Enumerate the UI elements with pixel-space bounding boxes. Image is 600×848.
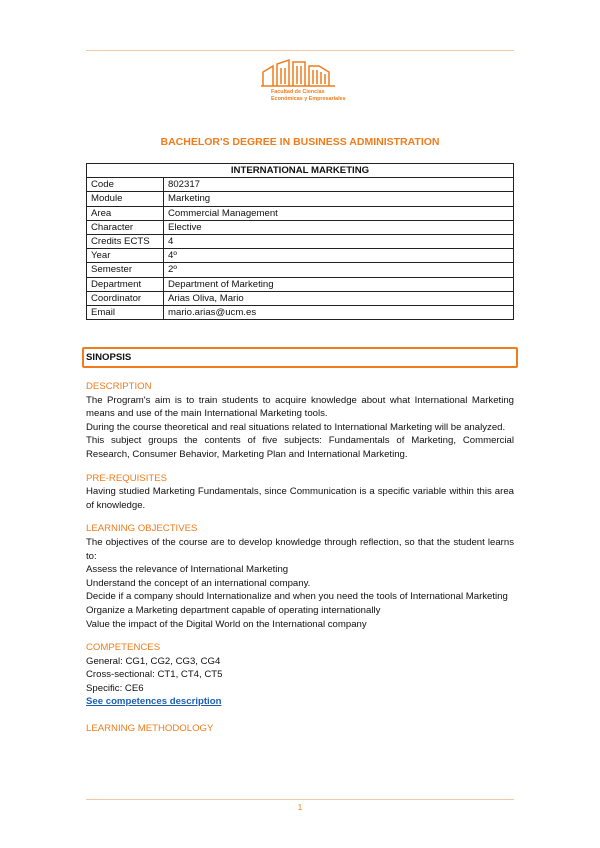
table-row [87, 206, 514, 220]
course-info-table [86, 163, 514, 320]
building-logo-icon [259, 58, 339, 88]
prereq-p1: Having studied Marketing Fundamentals, since Communication is a specific variable within this area of knowledge. [86, 486, 514, 511]
description-p3: This subject groups the contents of five subjects: Fundamentals of Marketing, Commercial Research, Consumer Behavior, Marketing Plan and International Marketing. [86, 435, 514, 460]
row-label: Code [87, 178, 164, 192]
sinopsis-heading: SINOPSIS [86, 352, 132, 363]
table-header: INTERNATIONAL MARKETING [87, 164, 514, 178]
row-value: 4 [164, 234, 514, 248]
row-value: Commercial Management [164, 206, 514, 220]
row-value: Department of Marketing [164, 277, 514, 291]
row-label: Credits ECTS [87, 234, 164, 248]
row-value: 2º [164, 263, 514, 277]
footer-rule [86, 799, 514, 800]
competences-specific: Specific: CE6 [86, 682, 144, 694]
sinopsis-box [82, 347, 518, 368]
row-value: 802317 [164, 178, 514, 192]
objectives-p6: Value the impact of the Digital World on the International company [86, 618, 367, 630]
methodology-heading: LEARNING METHODOLOGY [86, 723, 214, 735]
row-value: 4º [164, 249, 514, 263]
row-label: Year [87, 249, 164, 263]
table-row [87, 305, 514, 319]
faculty-logo [257, 58, 346, 108]
row-value: Arias Oliva, Mario [164, 291, 514, 305]
table-row [87, 178, 514, 192]
row-value: Elective [164, 220, 514, 234]
objectives-p1: The objectives of the course are to develop knowledge through reflection, so that the student learns to: [86, 536, 514, 562]
table-row [87, 291, 514, 305]
objectives-p4: Decide if a company should Internationalize and when you need the tools of International Marketing [86, 591, 508, 603]
row-label: Character [87, 220, 164, 234]
objectives-heading: LEARNING OBJECTIVES [86, 523, 198, 535]
description-p1: The Program's aim is to train students to acquire knowledge about what International Marketing means and use of the main International Marketing tools. [86, 394, 514, 420]
degree-title: BACHELOR'S DEGREE IN BUSINESS ADMINISTRATION [160, 136, 440, 148]
description-p2: During the course theoretical and real situations related to International Marketing will be analyzed. [86, 421, 506, 433]
competences-general: General: CG1, CG2, CG3, CG4 [86, 655, 221, 667]
logo-text-line2: Económicas y Empresariales [271, 96, 346, 102]
objectives-p5: Organize a Marketing department capable of operating internationally [86, 604, 381, 616]
row-label: Area [87, 206, 164, 220]
description-heading: DESCRIPTION [86, 381, 152, 392]
competences-heading: COMPETENCES [86, 642, 161, 654]
row-label: Department [87, 277, 164, 291]
header-rule [86, 50, 514, 51]
row-label: Module [87, 192, 164, 206]
row-label: Semester [87, 263, 164, 277]
row-value: Marketing [164, 192, 514, 206]
objectives-p3: Understand the concept of an international company. [86, 577, 311, 589]
table-row [87, 192, 514, 206]
page-number: 1 [297, 803, 303, 812]
logo-text-line1: Facultad de Ciencias [271, 89, 325, 95]
row-value: mario.arias@ucm.es [164, 305, 514, 319]
table-row [87, 249, 514, 263]
competences-link[interactable]: See competences description [86, 696, 222, 708]
table-row [87, 220, 514, 234]
table-row [87, 263, 514, 277]
competences-cross: Cross-sectional: CT1, CT4, CT5 [86, 669, 223, 681]
table-row [87, 277, 514, 291]
objectives-p2: Assess the relevance of International Marketing [86, 564, 289, 576]
row-label: Email [87, 305, 164, 319]
prereq-heading: PRE-REQUISITES [86, 472, 168, 484]
document-body [86, 380, 514, 736]
table-row [87, 234, 514, 248]
row-label: Coordinator [87, 291, 164, 305]
